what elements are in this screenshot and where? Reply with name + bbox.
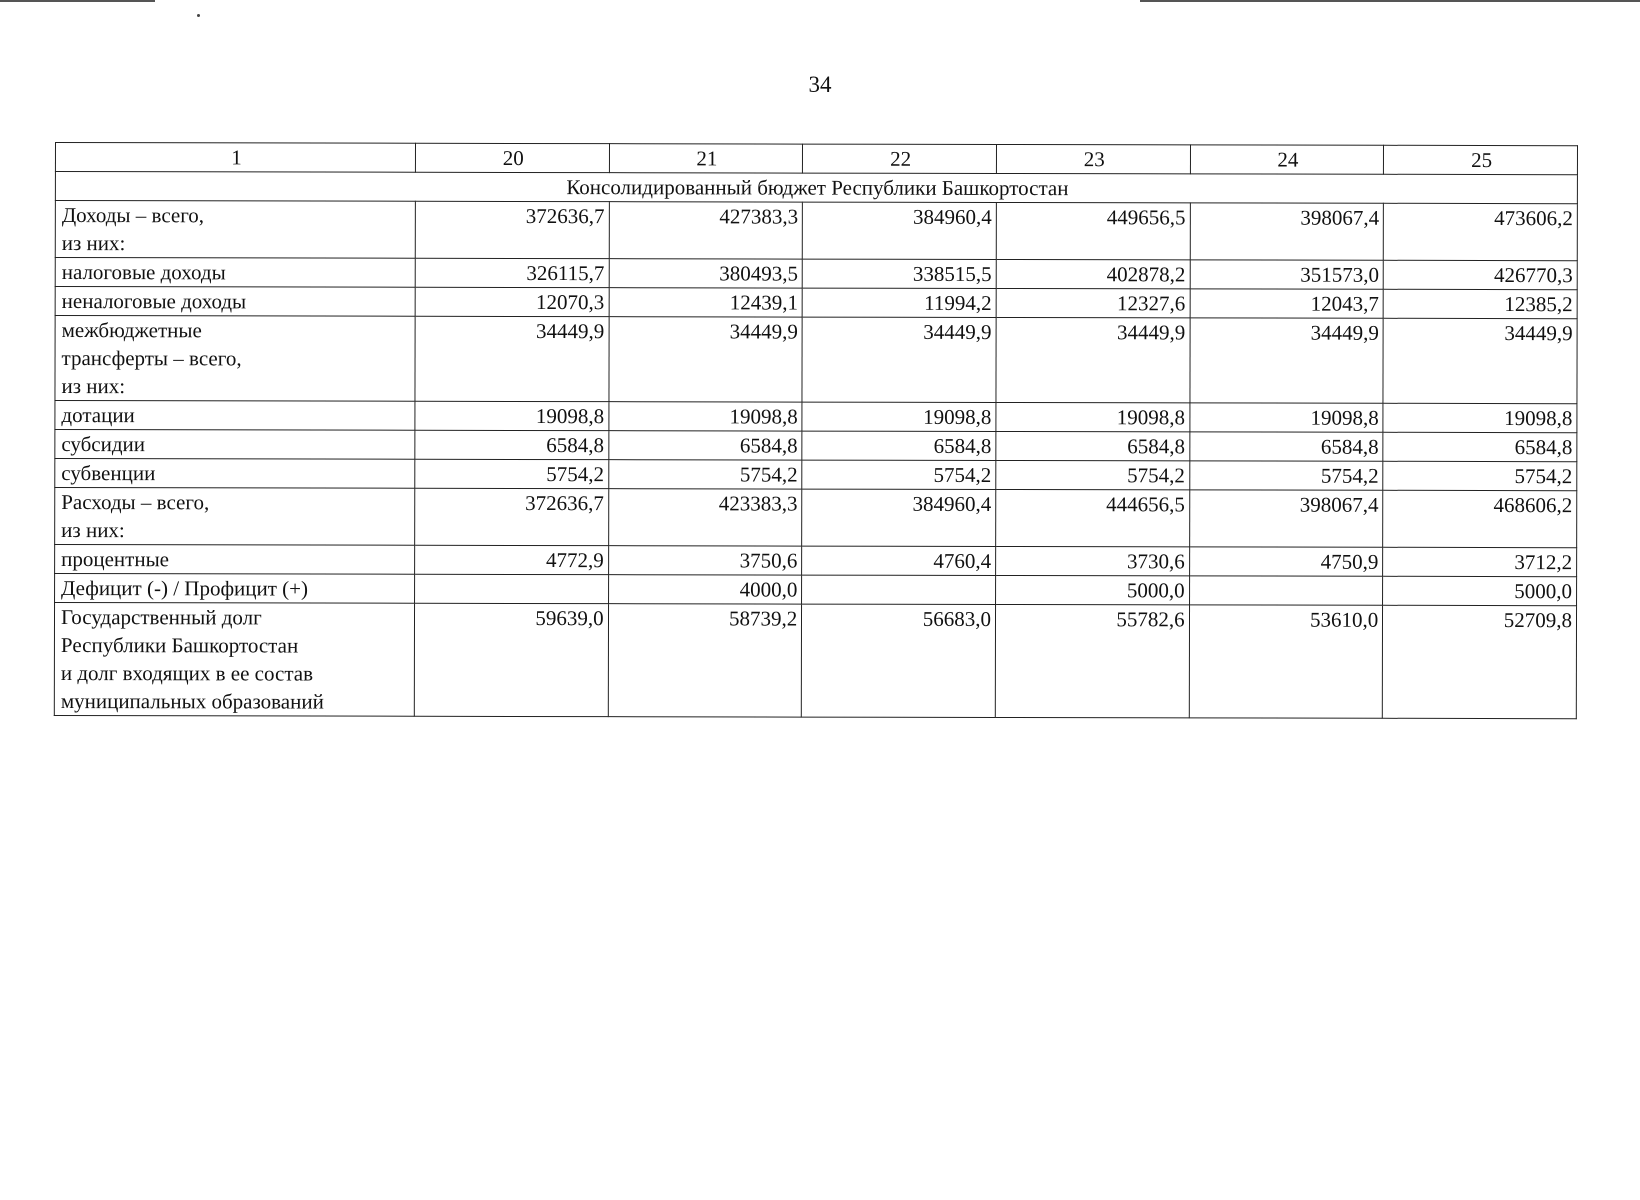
table-cell-value: 4750,9 [1189,547,1383,576]
table-row [55,316,1577,404]
row-label-line: процентные [61,547,170,572]
table-cell-value: 4000,0 [608,575,802,604]
row-label-line: из них: [61,518,125,543]
table-cell-value: 19098,8 [1383,403,1577,432]
row-label-line: Доходы – всего, [61,203,205,228]
table-cell-value: 12043,7 [1190,289,1384,318]
table-cell-value: 53610,0 [1189,605,1383,718]
table-cell-value: 6584,8 [1189,432,1383,461]
table-cell-value: 19098,8 [415,401,609,430]
table-cell-value: 449656,5 [996,202,1190,259]
column-number-header: 21 [609,144,803,173]
table-row [55,401,1577,433]
row-label-line: муниципальных образований [60,689,324,714]
row-label-line: Государственный долг [60,605,262,630]
table-row [55,430,1577,462]
row-label-line: Расходы – всего, [61,490,210,515]
table-cell-value: 473606,2 [1384,203,1578,260]
table-cell-value: 444656,5 [996,489,1190,546]
table-cell-value: 384960,4 [802,489,996,546]
table-cell-value: 34449,9 [1383,318,1577,403]
row-label-line: неналоговые доходы [61,289,247,314]
table-cell-value: 58739,2 [608,604,802,717]
column-number-header: 22 [803,144,997,173]
table-cell-value: 19098,8 [609,402,803,431]
table-cell-value: 4760,4 [802,546,996,575]
table-cell-value: 34449,9 [415,316,609,401]
row-label [55,488,415,546]
row-label [55,287,415,317]
column-number-header: 25 [1384,145,1578,174]
table-row [54,603,1576,719]
row-label [55,430,415,460]
table-cell-value: 5754,2 [608,460,802,489]
row-label-line: субвенции [61,461,156,486]
table-cell-value: 6584,8 [415,430,609,459]
table-cell-value: 427383,3 [609,202,803,259]
scan-edge-line-right [1140,0,1640,2]
table-cell-value: 12327,6 [996,288,1190,317]
table-cell-value: 12439,1 [609,288,803,317]
row-label-line: из них: [61,231,126,256]
table-cell-value: 6584,8 [608,431,802,460]
page-number: 34 [808,72,832,97]
row-label [55,316,415,402]
row-label [55,574,415,604]
section-title: Консолидированный бюджет Республики Башкортостан [55,172,1577,204]
scan-edge-line-left [0,0,155,2]
table-row [55,574,1577,606]
table-row [55,545,1577,577]
row-label-line: налоговые доходы [61,260,226,285]
table-cell-value: 19098,8 [802,402,996,431]
row-label [54,603,414,717]
table-cell-value: 3750,6 [608,546,802,575]
table-cell-value: 384960,4 [803,202,997,259]
row-label [55,459,415,489]
table-cell-value: 4772,9 [415,545,609,574]
row-label [55,258,415,288]
table-cell-value: 5754,2 [1383,461,1577,490]
table-cell-value: 5754,2 [1189,461,1383,490]
row-label-line: из них: [61,374,126,399]
row-label-line: субсидии [61,432,146,457]
table-cell-value: 372636,7 [415,488,609,545]
row-label-line: и долг входящих в ее состав [60,661,314,686]
table-cell-value: 52709,8 [1383,605,1577,718]
section-title-row [55,172,1577,204]
table-cell-value [415,574,609,603]
table-cell-value: 3712,2 [1383,547,1577,576]
table-cell-value [1189,576,1383,605]
column-number-row [55,143,1577,175]
table-cell-value: 56683,0 [802,604,996,717]
table-cell-value: 59639,0 [414,603,608,716]
table-cell-value: 398067,4 [1189,490,1383,547]
table-cell-value: 19098,8 [1190,403,1384,432]
table-row [55,258,1577,290]
table-cell-value: 3730,6 [996,546,1190,575]
row-label-line: межбюджетные [61,318,202,343]
table-row [55,488,1577,548]
table-cell-value: 55782,6 [995,604,1189,717]
table-cell-value: 11994,2 [802,288,996,317]
table-cell-value: 402878,2 [996,259,1190,288]
scan-speck [197,14,200,17]
table-cell-value: 34449,9 [996,317,1190,402]
table-row [55,287,1577,319]
table-cell-value: 426770,3 [1383,260,1577,289]
table-cell-value: 34449,9 [1190,318,1384,403]
table-cell-value [802,575,996,604]
table-cell-value: 5754,2 [415,459,609,488]
row-label-line: Дефицит (-) / Профицит (+) [61,576,309,601]
row-label-line: дотации [61,403,135,428]
table-cell-value: 5000,0 [996,575,1190,604]
table-cell-value: 12385,2 [1383,289,1577,318]
budget-table [54,142,1578,719]
column-number-header: 23 [996,144,1190,173]
table-cell-value: 5754,2 [802,460,996,489]
table-cell-value: 5000,0 [1383,576,1577,605]
table-cell-value: 326115,7 [415,258,609,287]
table-row [55,459,1577,491]
row-label-line: Республики Башкортостан [60,633,299,658]
table-cell-value: 6584,8 [996,431,1190,460]
table-cell-value: 12070,3 [415,287,609,316]
row-label [55,545,415,575]
column-number-header: 24 [1190,145,1384,174]
table-cell-value: 338515,5 [803,259,997,288]
table-cell-value: 372636,7 [415,201,609,258]
table-cell-value: 380493,5 [609,259,803,288]
row-label [55,201,415,259]
table-cell-value: 351573,0 [1190,260,1384,289]
table-cell-value: 398067,4 [1190,203,1384,260]
table-cell-value: 19098,8 [996,402,1190,431]
table-cell-value: 34449,9 [802,317,996,402]
table-cell-value: 423383,3 [608,489,802,546]
table-cell-value: 5754,2 [996,460,1190,489]
table-cell-value: 6584,8 [1383,432,1577,461]
column-number-header: 1 [55,143,415,173]
table-cell-value: 468606,2 [1383,490,1577,547]
column-number-header: 20 [415,143,609,172]
table-cell-value: 34449,9 [609,317,803,402]
row-label [55,401,415,431]
table-cell-value: 6584,8 [802,431,996,460]
row-label-line: трансферты – всего, [61,346,242,371]
table-row [55,201,1577,261]
